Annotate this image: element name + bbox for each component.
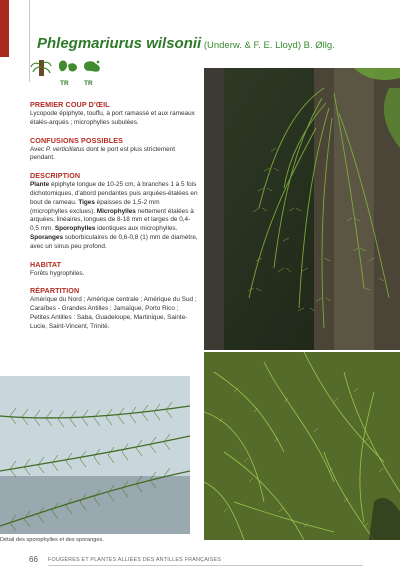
status-label-1: TR xyxy=(60,80,69,87)
book-title: FOUGÈRES ET PLANTES ALLIÉES DES ANTILLES FRANÇAISES xyxy=(48,557,222,563)
description-text: Plante épiphyte longue de 10-25 cm, à branches 1 à 5 fois dichotomiques, d'abord pendantes puis arquées-étalées en bout de rameau. Tiges épaisses de 1,5-2 mm (microphylles exclues). Microphylles nettement étalées à arquées, linéaires, longues de 8-18 mm et larges de 0,4-0,5 mm. Sporophylles identiques aux microphylles. Sporanges suborbiculaires de 0,6-0,8 (1) mm de diamètre, avec un sinus peu profond. xyxy=(30,181,198,250)
premier-heading: PREMIER COUP D'ŒIL xyxy=(30,100,110,109)
species-authority: (Underw. & F. E. Lloyd) B. Øllg. xyxy=(201,40,335,51)
species-name: Phlegmariurus wilsonii xyxy=(37,35,202,52)
description-heading: DESCRIPTION xyxy=(30,171,81,181)
page-number: 66 xyxy=(29,555,38,564)
confusions-heading: CONFUSIONS POSSIBLES xyxy=(30,135,124,145)
photo-habit-on-trunk xyxy=(204,68,400,350)
status-icons xyxy=(30,58,110,90)
photo-dense-mat xyxy=(204,352,400,540)
section-color-tab xyxy=(0,0,9,57)
footer-rule xyxy=(48,565,363,566)
status-label-2: TR xyxy=(84,80,93,87)
repartition-text: Amérique du Nord ; Amérique centrale ; Amérique du Sud ; Caraïbes - Grandes Antilles : Jamaïque, Porto Rico ; Petites Antilles : Saba, Guadeloupe, Martinique, Sainte-Lucie, Saint-Vincent, Trinité. xyxy=(30,296,197,330)
habitat-heading: HABITAT xyxy=(30,259,62,269)
repartition-heading: RÉPARTITION xyxy=(30,286,80,296)
map-martinique-icon xyxy=(81,58,103,76)
premier-text: Lycopode épiphyte, touffu, à port ramassé et aux rameaux étalés-arqués ; microphylles subulées. xyxy=(30,110,195,126)
confusions-text: Avec P. verticillatus dont le port est plus strictement pendant. xyxy=(30,145,176,162)
tree-trunk-icon xyxy=(30,58,52,76)
photo-caption: Détail des sporophylles et des sporanges. xyxy=(0,537,104,543)
photo-sporophyll-detail xyxy=(0,376,190,534)
text-column xyxy=(30,100,198,340)
confused-species: P. verticillatus xyxy=(45,145,85,153)
habitat-text: Forêts hygrophiles. xyxy=(30,269,85,277)
map-guadeloupe-icon xyxy=(57,58,79,76)
species-title xyxy=(37,35,397,53)
